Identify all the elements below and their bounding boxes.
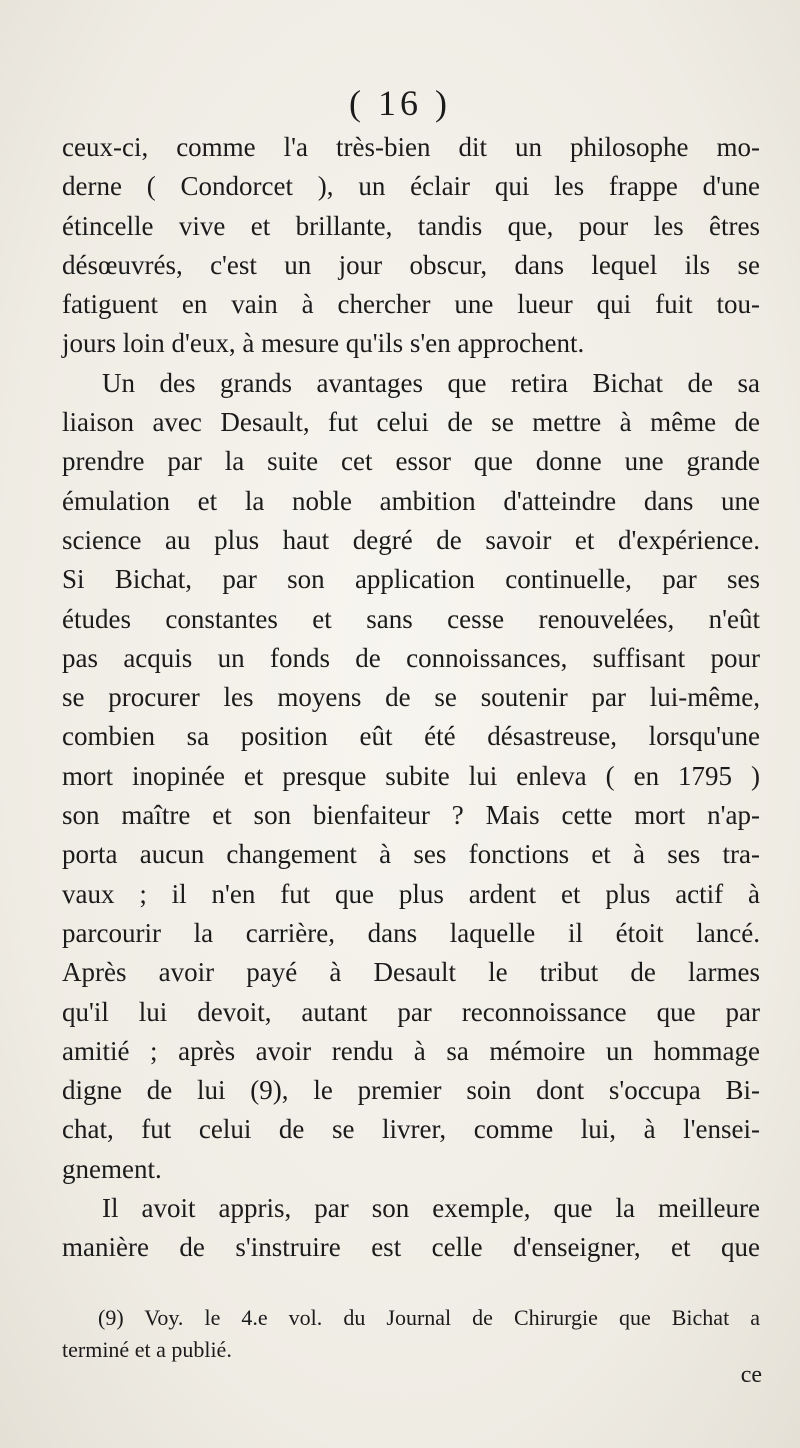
text-line: Après avoir payé à Desault le tribut de larmes bbox=[62, 957, 760, 988]
text-line: étincelle vive et brillante, tandis que, pour les êtres bbox=[62, 210, 760, 241]
text-line: combien sa position eût été désastreuse, lorsqu'une bbox=[62, 721, 760, 752]
text-line: manière de s'instruire est celle d'enseigner, et que bbox=[62, 1232, 760, 1263]
text-line: porta aucun changement à ses fonctions et à ses tra- bbox=[62, 839, 760, 870]
paragraph-start-line: Il avoit appris, par son exemple, que la meilleure bbox=[102, 1193, 760, 1224]
text-line: parcourir la carrière, dans laquelle il étoit lancé. bbox=[62, 917, 760, 948]
page-number: ( 16 ) bbox=[349, 83, 451, 123]
text-line: émulation et la noble ambition d'atteindre dans une bbox=[62, 485, 760, 516]
text-line: qu'il lui devoit, autant par reconnoissance que par bbox=[62, 996, 760, 1027]
text-line: liaison avec Desault, fut celui de se mettre à même de bbox=[62, 407, 760, 438]
footnote bbox=[62, 1302, 760, 1366]
text-line: vaux ; il n'en fut que plus ardent et plus actif à bbox=[62, 878, 760, 909]
text-line: gnement. bbox=[62, 1153, 162, 1184]
text-line: désœuvrés, c'est un jour obscur, dans lequel ils se bbox=[62, 249, 760, 280]
paragraph-start-line: Un des grands avantages que retira Bichat de sa bbox=[102, 367, 760, 398]
body-text bbox=[62, 128, 760, 1268]
text-line: prendre par la suite cet essor que donne une grande bbox=[62, 446, 760, 477]
text-line: ceux-ci, comme l'a très-bien dit un philosophe mo- bbox=[62, 132, 760, 162]
text-line: fatiguent en vain à chercher une lueur qui fuit tou- bbox=[62, 289, 760, 320]
text-line: jours loin d'eux, à mesure qu'ils s'en approchent. bbox=[62, 328, 585, 359]
catchword: ce bbox=[740, 1362, 762, 1388]
footnote-line: (9) Voy. le 4.e vol. du Journal de Chirurgie que Bichat a bbox=[98, 1305, 760, 1330]
text-line: mort inopinée et presque subite lui enleva ( en 1795 ) bbox=[62, 760, 760, 791]
text-line: se procurer les moyens de se soutenir par lui-même, bbox=[62, 682, 760, 713]
text-line: études constantes et sans cesse renouvelées, n'eût bbox=[62, 603, 760, 634]
text-line: derne ( Condorcet ), un éclair qui les frappe d'une bbox=[62, 171, 760, 202]
text-line: amitié ; après avoir rendu à sa mémoire un hommage bbox=[62, 1035, 760, 1066]
text-line: Si Bichat, par son application continuelle, par ses bbox=[62, 564, 760, 595]
text-line: digne de lui (9), le premier soin dont s'occupa Bi- bbox=[62, 1075, 760, 1106]
text-line: chat, fut celui de se livrer, comme lui, à l'ensei- bbox=[62, 1114, 760, 1145]
text-line: science au plus haut degré de savoir et d'expérience. bbox=[62, 524, 760, 555]
text-line: son maître et son bienfaiteur ? Mais cette mort n'ap- bbox=[62, 800, 760, 831]
text-line: pas acquis un fonds de connoissances, suffisant pour bbox=[62, 642, 760, 673]
footnote-line: terminé et a publié. bbox=[62, 1337, 232, 1362]
